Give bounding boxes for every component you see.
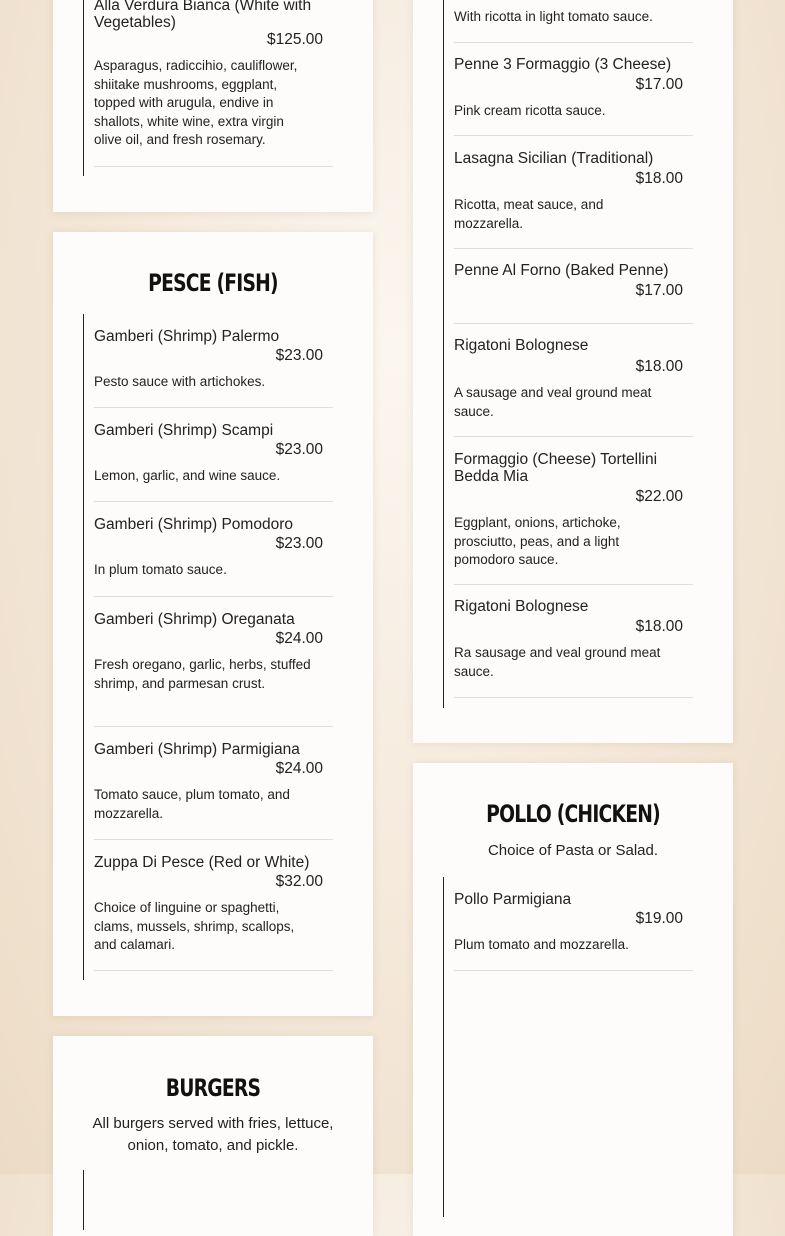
pesce-card: [53, 232, 373, 1016]
item-name: Rigatoni Bolognese: [454, 598, 589, 615]
menu-item: [454, 136, 693, 249]
card-title: POLLO (CHICKEN): [486, 800, 660, 828]
menu-item: [94, 0, 333, 167]
item-desc: Fresh oregano, garlic, herbs, stuffed shrimp, and parmesan crust.: [94, 657, 311, 691]
pasta-list: [443, 0, 683, 708]
item-desc: Asparagus, radiccihio, cauliflower, shiitake mushrooms, eggplant, topped with arugula, endive in shallots, white wine, extra virgin olive oil, and fresh rosemary.: [94, 58, 298, 147]
item-name: Penne 3 Formaggio (3 Cheese): [454, 56, 672, 73]
item-price: $23.00: [275, 535, 323, 552]
item-desc: In plum tomato sauce.: [94, 562, 227, 577]
item-desc: Tomato sauce, plum tomato, and mozzarella.: [94, 787, 290, 821]
menu-item: [454, 324, 693, 437]
pesce-list: [83, 314, 323, 980]
item-desc: Eggplant, onions, artichoke, prosciutto, peas, and a light pomodoro sauce.: [454, 515, 621, 567]
item-desc: Plum tomato and mozzarella.: [454, 937, 629, 952]
item-price: $17.00: [635, 76, 683, 93]
burgers-list: [83, 1170, 84, 1230]
menu-item: [94, 727, 333, 840]
item-desc: Ricotta, meat sauce, and mozzarella.: [454, 197, 604, 231]
item-desc: A sausage and veal ground meat sauce.: [454, 385, 652, 419]
card-subtitle: All burgers served with fries, lettuce, onion, tomato, and pickle.: [92, 1115, 334, 1154]
menu-item: [454, 877, 693, 971]
item-desc: Choice of linguine or spaghetti, clams, mussels, shrimp, scallops, and calamari.: [94, 900, 295, 952]
item-name: Alla Verdura Bianca (White with Vegetables): [94, 0, 312, 31]
item-name: Formaggio (Cheese) Tortellini Bedda Mia: [454, 451, 658, 485]
menu-item: [454, 0, 693, 43]
menu-item: [94, 597, 333, 727]
item-price: $22.00: [635, 488, 683, 505]
item-price: $23.00: [275, 441, 323, 458]
menu-item: [454, 585, 693, 698]
item-price: $19.00: [635, 910, 683, 927]
card-subtitle: Choice of Pasta or Salad.: [487, 842, 659, 859]
item-desc: Ra sausage and veal ground meat sauce.: [454, 645, 661, 679]
item-name: Pollo Parmigiana: [454, 891, 572, 908]
verdura-card: [53, 0, 373, 212]
item-name: Rigatoni Bolognese: [454, 337, 589, 354]
menu-item: [94, 408, 333, 502]
menu-item: [454, 43, 693, 136]
item-name: Gamberi (Shrimp) Palermo: [94, 328, 280, 345]
item-desc: Pesto sauce with artichokes.: [94, 374, 266, 389]
menu-item: [94, 502, 333, 597]
pasta-card: [413, 0, 733, 743]
item-price: $24.00: [275, 760, 323, 777]
item-price: $125.00: [266, 31, 323, 48]
item-desc: Lemon, garlic, and wine sauce.: [94, 468, 281, 483]
item-name: Zuppa Di Pesce (Red or White): [94, 854, 310, 871]
item-desc: With ricotta in light tomato sauce.: [454, 9, 653, 24]
burgers-card: [53, 1036, 373, 1236]
menu-item: [454, 249, 693, 324]
pollo-card: [413, 763, 733, 1236]
item-name: Penne Al Forno (Baked Penne): [454, 262, 669, 279]
item-price: $18.00: [635, 170, 683, 187]
menu-item: [94, 840, 333, 971]
pollo-list: [443, 877, 683, 1217]
card-title: PESCE (FISH): [148, 269, 278, 297]
item-name: Gamberi (Shrimp) Oreganata: [94, 611, 295, 628]
item-name: Lasagna Sicilian (Traditional): [454, 150, 654, 167]
item-price: $32.00: [275, 873, 323, 890]
verdura-list: [83, 0, 323, 176]
item-price: $24.00: [275, 630, 323, 647]
item-price: $17.00: [635, 282, 683, 299]
item-price: $18.00: [635, 618, 683, 635]
item-name: Gamberi (Shrimp) Pomodoro: [94, 516, 293, 533]
menu-item: [94, 314, 333, 408]
item-price: $18.00: [635, 358, 683, 375]
item-name: Gamberi (Shrimp) Scampi: [94, 422, 274, 439]
item-name: Gamberi (Shrimp) Parmigiana: [94, 741, 300, 758]
item-desc: Pink cream ricotta sauce.: [454, 103, 606, 118]
item-price: $23.00: [275, 347, 323, 364]
menu-item: [454, 437, 693, 585]
card-title: BURGERS: [165, 1074, 261, 1102]
